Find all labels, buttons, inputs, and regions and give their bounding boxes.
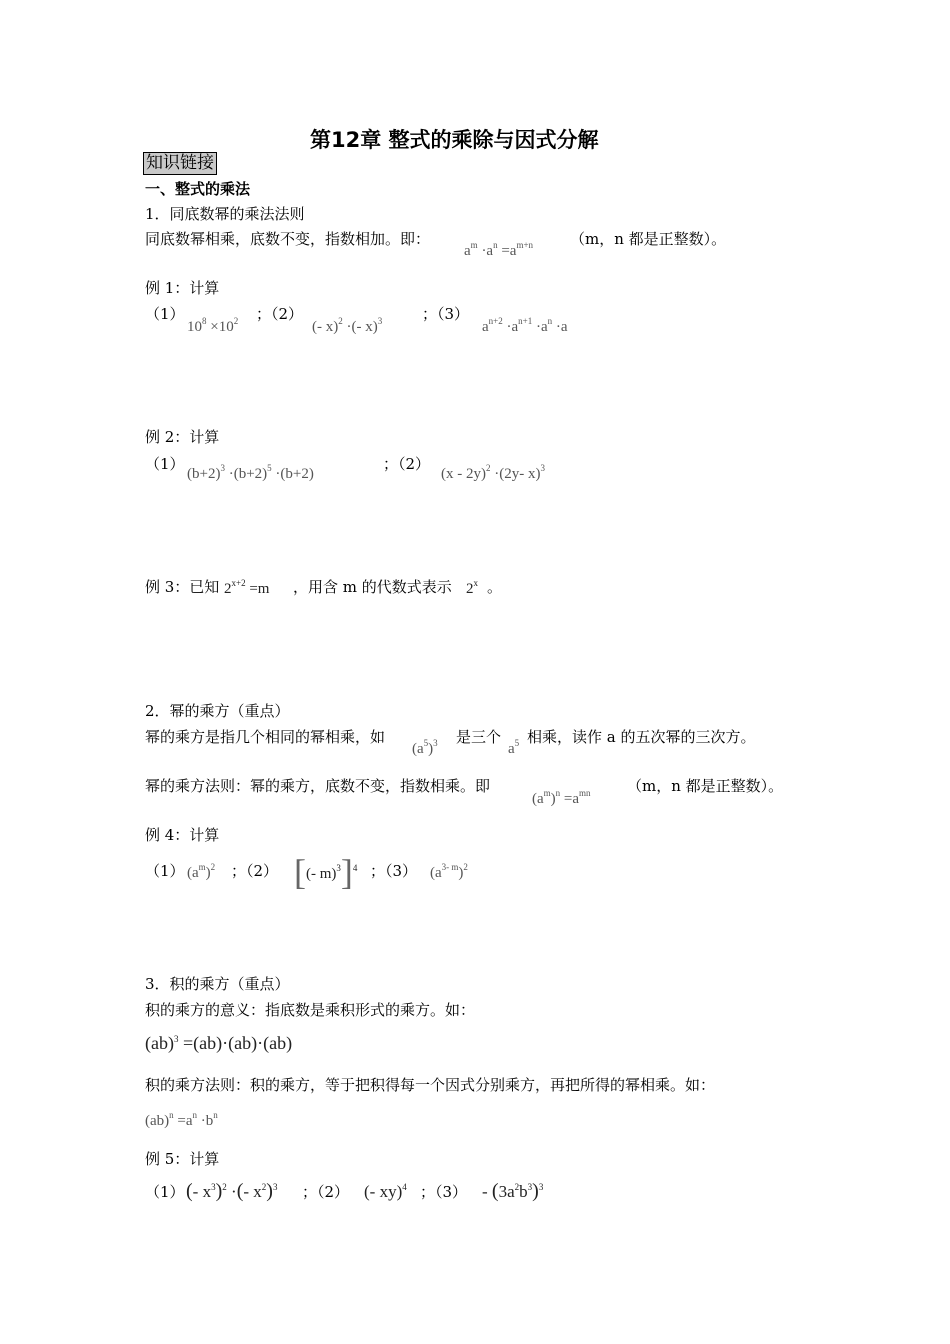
knowledge-link-label: 知识链接 [143, 152, 217, 175]
section2-rule: 幂的乘方法则：幂的乘方，底数不变，指数相乘。即 [145, 777, 491, 795]
example2-formula2: (x - 2y)$^2$ ·(2y- x)$^3$ [441, 463, 545, 482]
example4-part3-label: ；（3） [370, 862, 418, 880]
section2-def-c: 相乘，读作 a 的五次幂的三次方。 [527, 728, 756, 746]
example5-formula3: - $(3a^2b^3)^3$ [482, 1180, 544, 1202]
section2-rule-note: （m，n 都是正整数）。 [627, 777, 784, 795]
page-title: 第12章 整式的乘除与因式分解 [310, 128, 599, 152]
example4-part1-label: （1） [145, 862, 185, 880]
example4-part2-label: ；（2） [231, 862, 279, 880]
section3-sub: 3．积的乘方（重点） [145, 975, 290, 993]
example5-label: 例 5：计算 [145, 1150, 220, 1168]
example2-part1-label: （1） [145, 455, 185, 473]
section1-sub1: 1．同底数幂的乘法法则 [145, 205, 305, 223]
example4-formula3: $(a^{3- m})^2$ [430, 862, 468, 881]
section3-meaning: 积的乘方的意义：指底数是乘积形式的乘方。如： [145, 1001, 476, 1019]
section2-def-b: 是三个 [456, 728, 502, 746]
formula-product-rule: $a^m \cdot a^n =a^{m+n}$ [464, 240, 534, 259]
section2-sub: 2．幂的乘方（重点） [145, 702, 290, 720]
section1-rule: 同底数幂相乘，底数不变，指数相加。即： [145, 230, 431, 248]
example3-formula-given: $2^{x+2} =m$ [224, 578, 270, 597]
example5-part2-label: ；（2） [302, 1183, 350, 1201]
example5-formula1: (- $x^3)^2$ ·(- $x^2)^3$ [186, 1180, 278, 1202]
section2-def-a: 幂的乘方是指几个相同的幂相乘，如 [145, 728, 386, 746]
example4-label: 例 4：计算 [145, 826, 220, 844]
section1-rule-note: （m，n 都是正整数）。 [570, 230, 727, 248]
example2-label: 例 2：计算 [145, 428, 220, 446]
example4-formula1: $(a^m)^2$ [187, 862, 216, 881]
example3-text-a: 例 3：已知 [145, 578, 220, 596]
example1-formula2: (- x)$^2$ ·(- x)$^3$ [312, 316, 383, 335]
example1-part1-label: （1） [145, 305, 185, 323]
example5-formula2: (- xy)$^4$ [364, 1182, 407, 1201]
example1-label: 例 1：计算 [145, 279, 220, 297]
formula-product-power-rule: $(ab)^n =a^n \cdot b^n$ [145, 1110, 218, 1129]
section3-expansion-formula: (ab)$^3$ =(ab)·(ab)·(ab) [145, 1033, 293, 1053]
example3-text-c: 。 [487, 578, 503, 596]
example2-part2-label: ；（2） [383, 455, 431, 473]
section2-base-a5: $a^5$ [508, 738, 520, 757]
example1-formula3: $a^{n+2} \cdot a^{n+1} \cdot a^n \cdot a$ [482, 316, 568, 335]
example1-part2-label: ；（2） [256, 305, 304, 323]
section2-example-power: $(a^5)^3$ [412, 738, 438, 757]
section3-rule: 积的乘方法则：积的乘方，等于把积得每一个因式分别乘方，再把所得的幂相乘。如： [145, 1076, 716, 1094]
example1-part3-label: ；（3） [422, 305, 470, 323]
example5-part3-label: ；（3） [420, 1183, 468, 1201]
example4-formula2: [(- m)$^3$]$^4$ [294, 852, 358, 892]
formula-power-rule: $(a^m)^n =a^{mn}$ [532, 788, 591, 807]
example3-text-b: ，用含 m 的代数式表示 [293, 578, 452, 596]
example3-formula-target: 2$^x$ [466, 578, 478, 597]
example1-formula1: $10^8 \times 10^2$ [187, 316, 239, 335]
example2-formula1: $(b+2)^3 \cdot(b+2)^5 \cdot(b+2)$ [187, 463, 314, 482]
example5-part1-label: （1） [145, 1183, 185, 1201]
section1-heading: 一、整式的乘法 [145, 180, 251, 198]
